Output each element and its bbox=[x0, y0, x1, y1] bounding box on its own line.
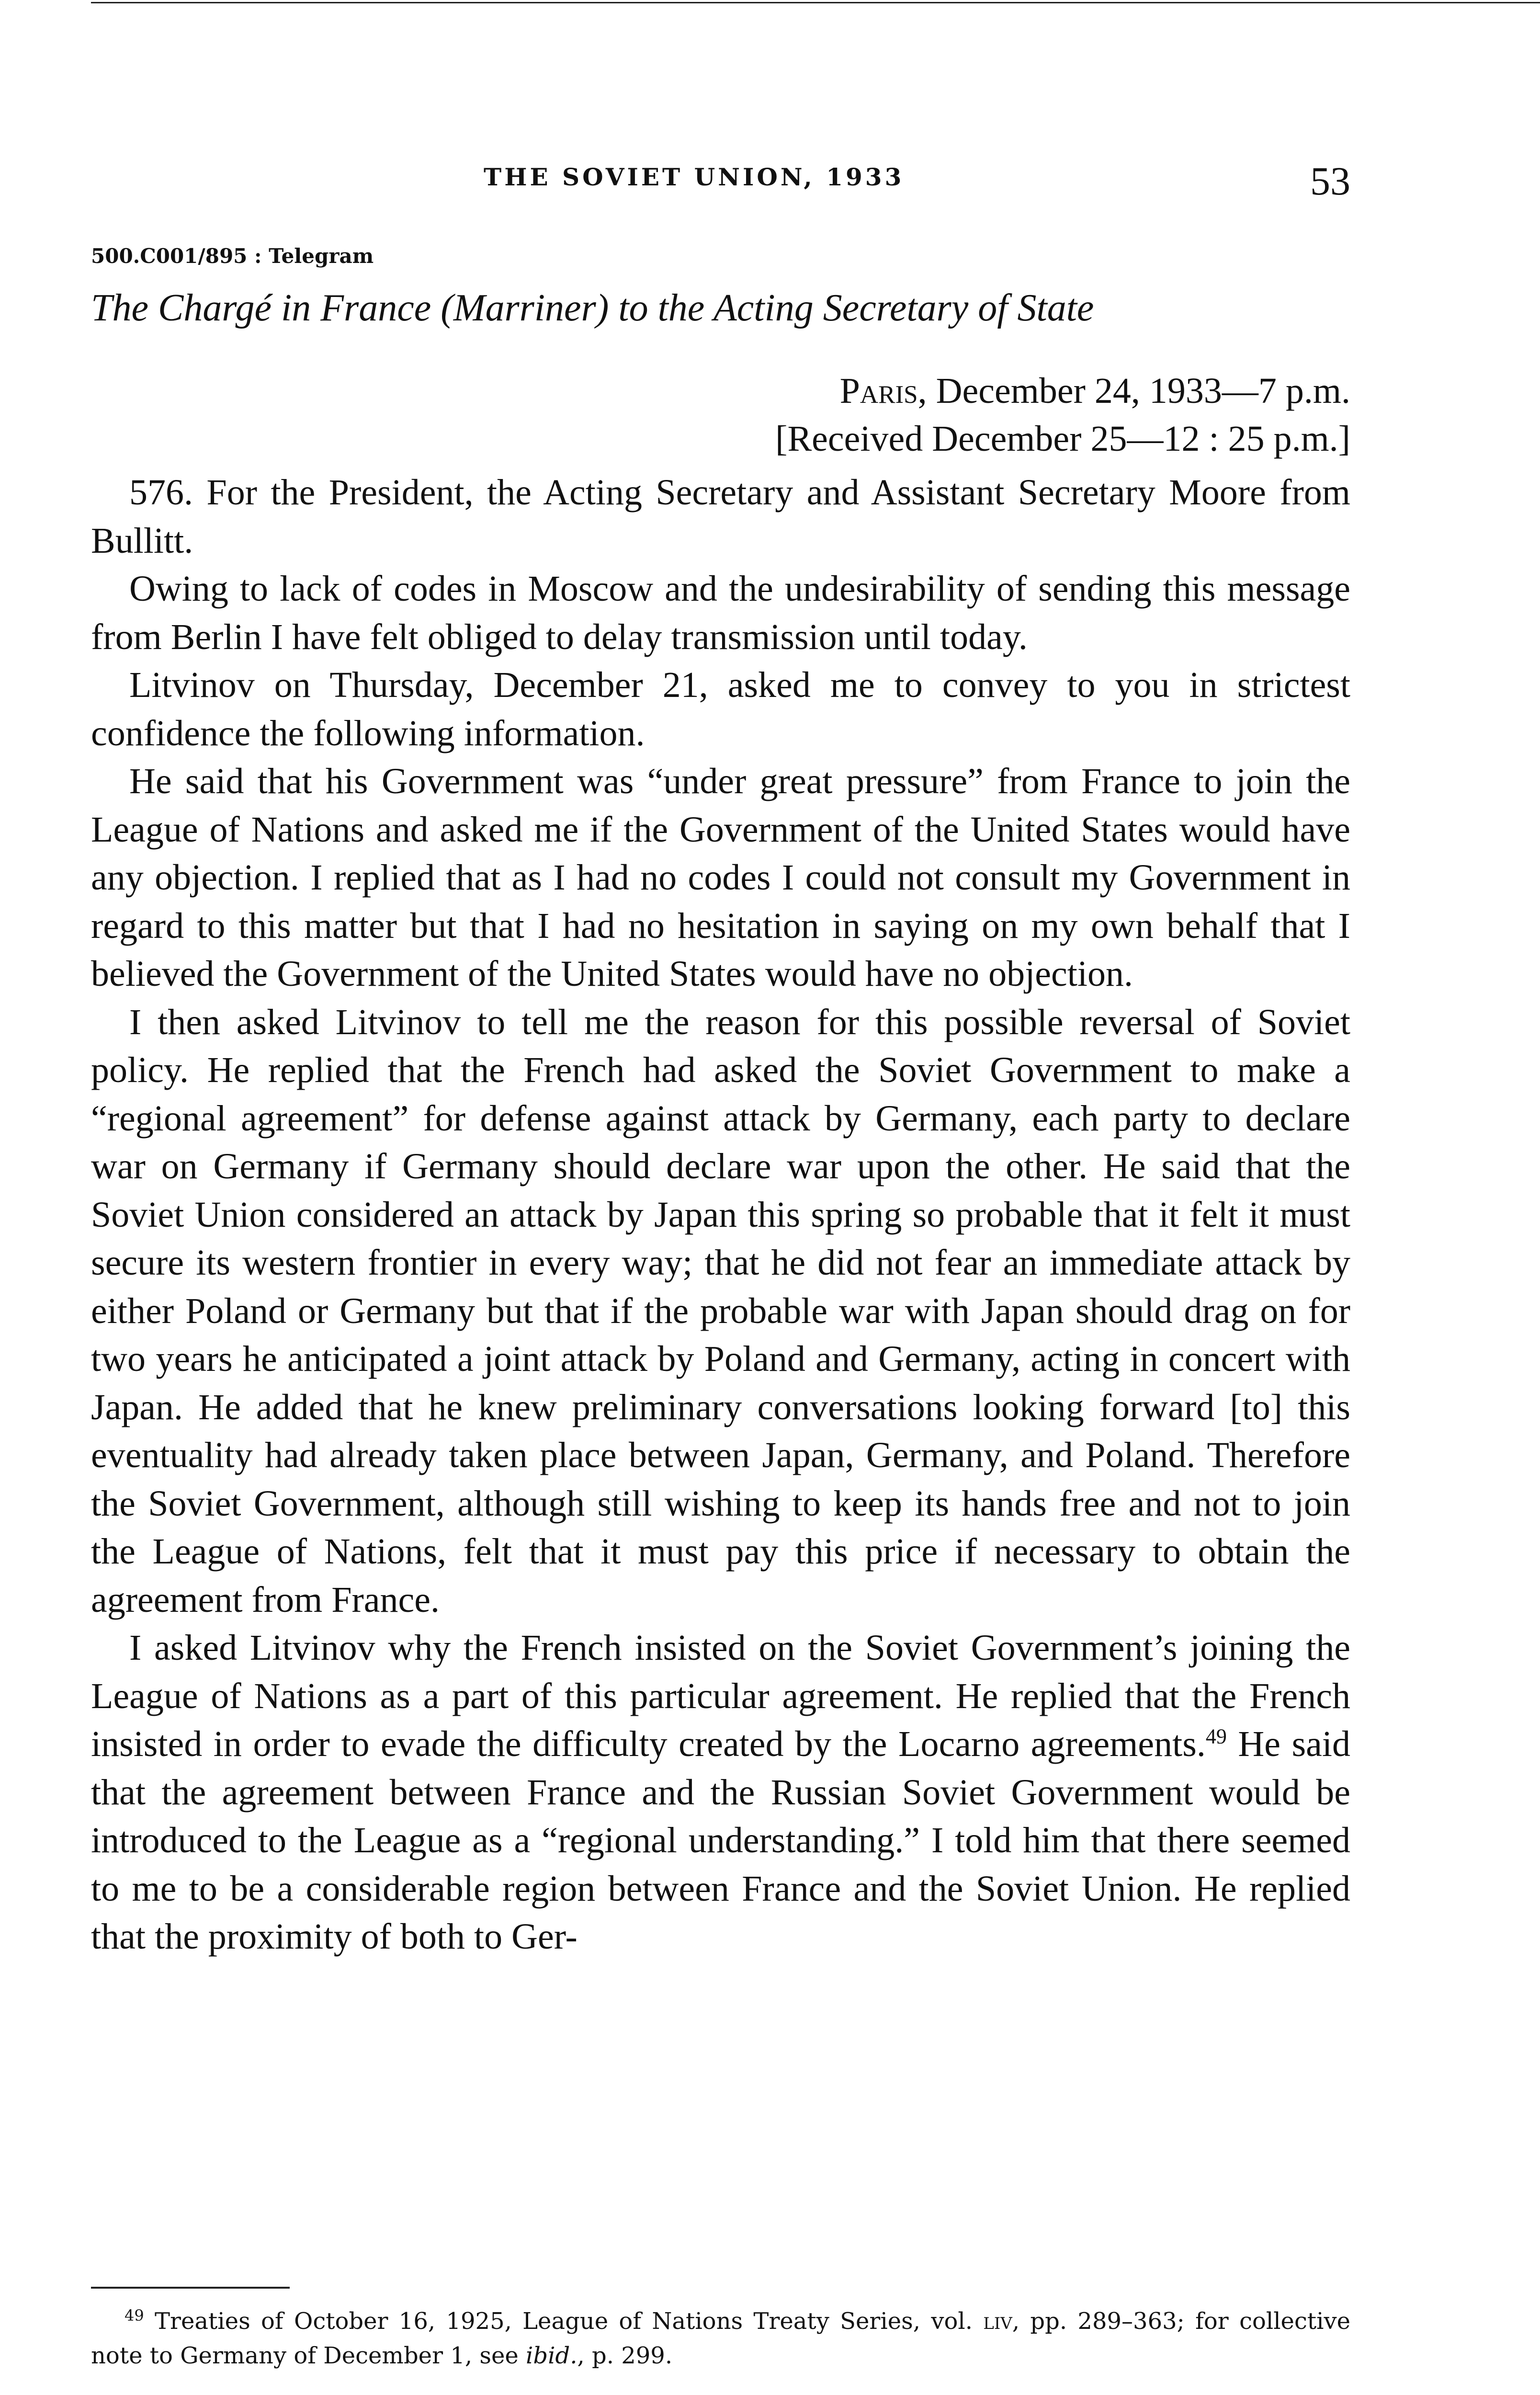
paragraph: Owing to lack of codes in Moscow and the undesirability of sending this message from Berlin I have felt obliged to delay transmission until today. bbox=[91, 569, 1350, 657]
paragraph: He said that his Government was “under great pressure” from France to join the League of Nations and asked me if the Government of the United States would have any objection. I replied that as I had no codes I could not consult my Government in regard to this matter but that I had no hesitation in saying on my own behalf that I believed the Government of the United States would have no objection. bbox=[91, 761, 1350, 994]
heading-charge-label: The Chargé in France ( bbox=[91, 287, 453, 329]
page-number: 53 bbox=[1310, 159, 1350, 204]
dateline-sent: , December 24, 1933—7 p.m. bbox=[917, 371, 1350, 411]
footnote-text: , p. 299. bbox=[577, 2342, 673, 2369]
paragraph: Litvinov on Thursday, December 21, asked me to convey to you in strictest confidence the following information. bbox=[91, 665, 1350, 753]
footnote bbox=[91, 2304, 1350, 2373]
paragraph: 576. For the President, the Acting Secretary and Assistant Secretary Moore from Bullitt. bbox=[91, 472, 1350, 561]
footnote-ibid: ibid. bbox=[526, 2342, 578, 2369]
paragraph-text: He said that the agreement between France and the Russian Soviet Government would be introduced to the League as a “regional understanding.” I told him that there seemed to me to be a considerable region between France and the Soviet Union. He replied that the proximity of both to Ger- bbox=[91, 1724, 1350, 1957]
footnote-mark: 49 bbox=[125, 2306, 144, 2325]
heading-name: Marriner bbox=[453, 287, 596, 329]
footnote-rule bbox=[91, 2287, 290, 2289]
paragraph-text: I asked Litvinov why the French insisted on the Soviet Government’s joining the League of Nations as a part of this particular agreement. He replied that the French insisted in order to evade the difficulty created by the Locarno agreements. bbox=[91, 1628, 1350, 1764]
heading-rest: ) to the Acting Secretary of State bbox=[596, 287, 1094, 329]
dateline bbox=[680, 367, 1350, 463]
dateline-place: Paris bbox=[839, 371, 918, 411]
footnote-reference: 49 bbox=[1205, 1724, 1227, 1748]
paragraph bbox=[91, 1624, 1350, 1961]
dateline-sent-line bbox=[680, 367, 1350, 415]
running-head bbox=[91, 158, 1350, 204]
footnote-paragraph bbox=[91, 2304, 1350, 2373]
running-title: THE SOVIET UNION, 1933 bbox=[484, 163, 905, 191]
telegram-body bbox=[91, 468, 1350, 1961]
top-edge-rule bbox=[91, 2, 1540, 3]
file-reference: 500.C001/895 : Telegram bbox=[91, 244, 374, 268]
footnote-volume: liv bbox=[983, 2308, 1012, 2335]
dateline-received: [Received December 25—12 : 25 p.m.] bbox=[775, 419, 1350, 459]
document-heading bbox=[91, 286, 1350, 330]
footnote-text: Treaties of October 16, 1925, League of Nations Treaty Series, vol. bbox=[144, 2308, 984, 2335]
footnote-text: , pp. 289–363; for collective note to Germany of December 1, see bbox=[91, 2308, 1350, 2369]
paragraph: I then asked Litvinov to tell me the reason for this possible reversal of Soviet policy. He replied that the French had asked the Soviet Government to make a “regional agreement” for defense against attack by Germany, each party to declare war on Germany if Germany should declare war upon the other. He said that the Soviet Union considered an attack by Japan this spring so probable that it felt it must secure its western frontier in every way; that he did not fear an immediate attack by either Poland or Germany but that if the probable war with Japan should drag on for two years he anticipated a joint attack by Poland and Germany, acting in concert with Japan. He added that he knew preliminary conversations looking forward [to] this eventuality had already taken place between Japan, Germany, and Poland. Therefore the Soviet Government, although still wishing to keep its hands free and not to join the League of Nations, felt that it must pay this price if necessary to obtain the agreement from France. bbox=[91, 1002, 1350, 1620]
